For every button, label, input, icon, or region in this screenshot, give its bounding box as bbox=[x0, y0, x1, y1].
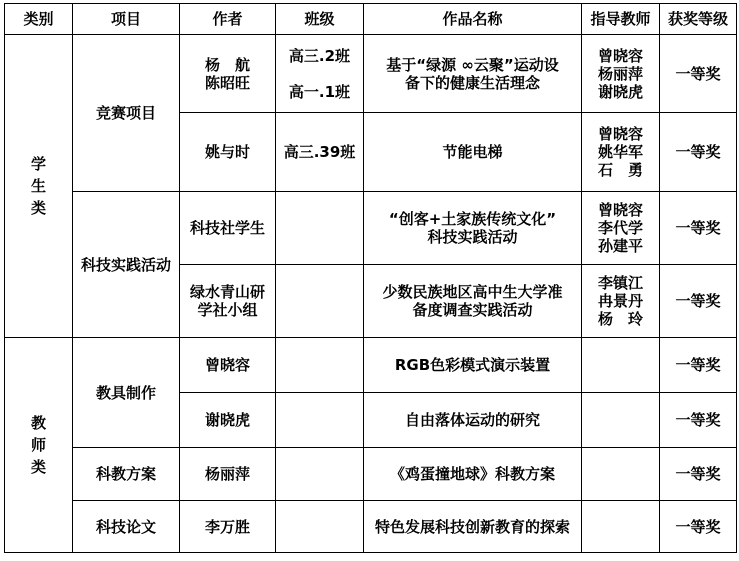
author-cell: 绿水青山研 学社小组 bbox=[180, 265, 276, 338]
category-teacher: 教 师 类 bbox=[5, 338, 73, 553]
award-cell: 一等奖 bbox=[660, 113, 737, 192]
header-advisor: 指导教师 bbox=[582, 4, 660, 35]
work-title-cell: RGB色彩模式演示装置 bbox=[364, 338, 582, 393]
advisor-cell bbox=[582, 393, 660, 448]
class-cell bbox=[276, 393, 364, 448]
table-row bbox=[5, 501, 737, 553]
project-paper: 科技论文 bbox=[73, 501, 180, 553]
advisor-cell: 曾晓容 李代学 孙建平 bbox=[582, 192, 660, 265]
author-cell: 科技社学生 bbox=[180, 192, 276, 265]
work-title-cell: 《鸡蛋撞地球》科教方案 bbox=[364, 448, 582, 501]
table-row bbox=[5, 192, 737, 265]
advisor-cell: 曾晓容 杨丽萍 谢晓虎 bbox=[582, 35, 660, 113]
author-cell: 姚与时 bbox=[180, 113, 276, 192]
header-award: 获奖等级 bbox=[660, 4, 737, 35]
work-title-cell: 少数民族地区高中生大学准 备度调查实践活动 bbox=[364, 265, 582, 338]
author-cell: 曾晓容 bbox=[180, 338, 276, 393]
header-work-title: 作品名称 bbox=[364, 4, 582, 35]
award-cell: 一等奖 bbox=[660, 265, 737, 338]
header-category: 类别 bbox=[5, 4, 73, 35]
table-row bbox=[5, 338, 737, 393]
project-plan: 科教方案 bbox=[73, 448, 180, 501]
awards-table bbox=[4, 3, 737, 553]
author-cell: 李万胜 bbox=[180, 501, 276, 553]
table-row bbox=[5, 35, 737, 113]
project-competition: 竞赛项目 bbox=[73, 35, 180, 192]
header-class: 班级 bbox=[276, 4, 364, 35]
category-student: 学 生 类 bbox=[5, 35, 73, 338]
advisor-cell bbox=[582, 448, 660, 501]
author-cell: 谢晓虎 bbox=[180, 393, 276, 448]
project-teaching-aid: 教具制作 bbox=[73, 338, 180, 448]
class-cell bbox=[276, 192, 364, 265]
class-cell bbox=[276, 338, 364, 393]
author-cell: 杨 航 陈昭旺 bbox=[180, 35, 276, 113]
header-row bbox=[5, 4, 737, 35]
class-cell bbox=[276, 501, 364, 553]
class-cell: 高三.39班 bbox=[276, 113, 364, 192]
class-cell bbox=[276, 265, 364, 338]
award-cell: 一等奖 bbox=[660, 192, 737, 265]
table-row bbox=[5, 448, 737, 501]
award-cell: 一等奖 bbox=[660, 393, 737, 448]
award-cell: 一等奖 bbox=[660, 338, 737, 393]
advisor-cell bbox=[582, 338, 660, 393]
work-title-cell: 特色发展科技创新教育的探索 bbox=[364, 501, 582, 553]
class-cell bbox=[276, 448, 364, 501]
award-cell: 一等奖 bbox=[660, 448, 737, 501]
project-practice: 科技实践活动 bbox=[73, 192, 180, 338]
award-cell: 一等奖 bbox=[660, 35, 737, 113]
work-title-cell: 自由落体运动的研究 bbox=[364, 393, 582, 448]
author-cell: 杨丽萍 bbox=[180, 448, 276, 501]
work-title-cell: “创客+土家族传统文化” 科技实践活动 bbox=[364, 192, 582, 265]
advisor-cell bbox=[582, 501, 660, 553]
work-title-cell: 基于“绿源 ∞云聚”运动设 备下的健康生活理念 bbox=[364, 35, 582, 113]
award-cell: 一等奖 bbox=[660, 501, 737, 553]
work-title-cell: 节能电梯 bbox=[364, 113, 582, 192]
class-cell: 高三.2班 高一.1班 bbox=[276, 35, 364, 113]
header-author: 作者 bbox=[180, 4, 276, 35]
advisor-cell: 李镇江 冉景丹 杨 玲 bbox=[582, 265, 660, 338]
advisor-cell: 曾晓容 姚华军 石 勇 bbox=[582, 113, 660, 192]
header-project: 项目 bbox=[73, 4, 180, 35]
